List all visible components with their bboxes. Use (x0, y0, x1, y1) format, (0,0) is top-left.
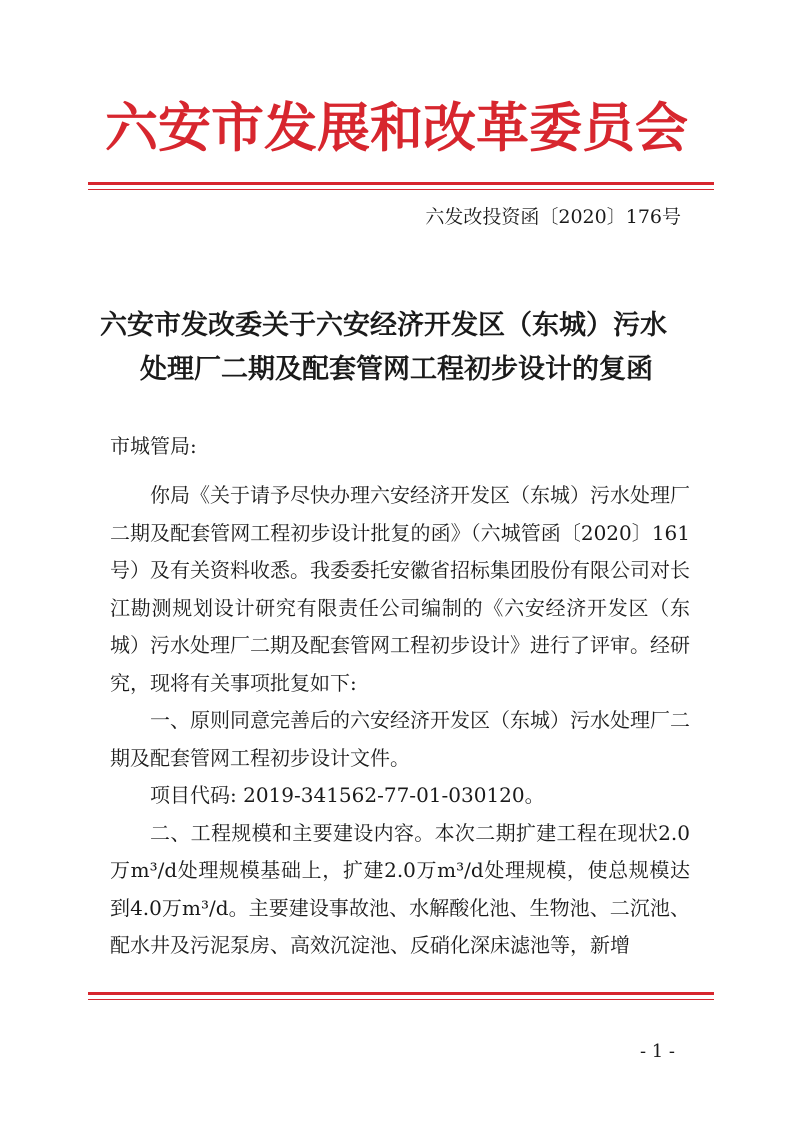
document-number: 六发改投资函〔2020〕176号 (425, 206, 681, 228)
letterhead: 六安市发展和改革委员会 (105, 97, 688, 159)
document-title-line-2: 处理厂二期及配套管网工程初步设计的复函 (140, 354, 653, 385)
footer-rule-thick (88, 992, 714, 995)
body-text (110, 477, 690, 965)
salutation: 市城管局: (110, 434, 197, 458)
footer-rule-thin (88, 999, 714, 1000)
document-title-line-1: 六安市发改委关于六安经济开发区（东城）污水 (100, 310, 667, 341)
header-rule-thick (88, 182, 714, 185)
paragraph-project-code: 项目代码: 2019-341562-77-01-030120。 (150, 783, 545, 807)
header-rule-thin (88, 189, 714, 190)
page-number: - 1 - (639, 1041, 675, 1062)
paragraph-intro: 你局《关于请予尽快办理六安经济开发区（东城）污水处理厂二期及配套管网工程初步设计批复的函》（六城管函〔2020〕161号）及有关资料收悉。我委委托安徽省招标集团股份有限公司对长江勘测规划设计研究有限责任公司编制的《六安经济开发区（东城）污水处理厂二期及配套管网工程初步设计》进行了评审。经研究，现将有关事项批复如下: (110, 483, 690, 695)
paragraph-approval: 一、原则同意完善后的六安经济开发区（东城）污水处理厂二期及配套管网工程初步设计文件。 (110, 708, 690, 770)
paragraph-scale: 二、工程规模和主要建设内容。本次二期扩建工程在现状2.0万m³/d处理规模基础上，扩建2.0万m³/d处理规模，使总规模达到4.0万m³/d。主要建设事故池、水解酸化池、生物池、二沉池、配水井及污泥泵房、高效沉淀池、反硝化深床滤池等，新增 (110, 820, 690, 957)
